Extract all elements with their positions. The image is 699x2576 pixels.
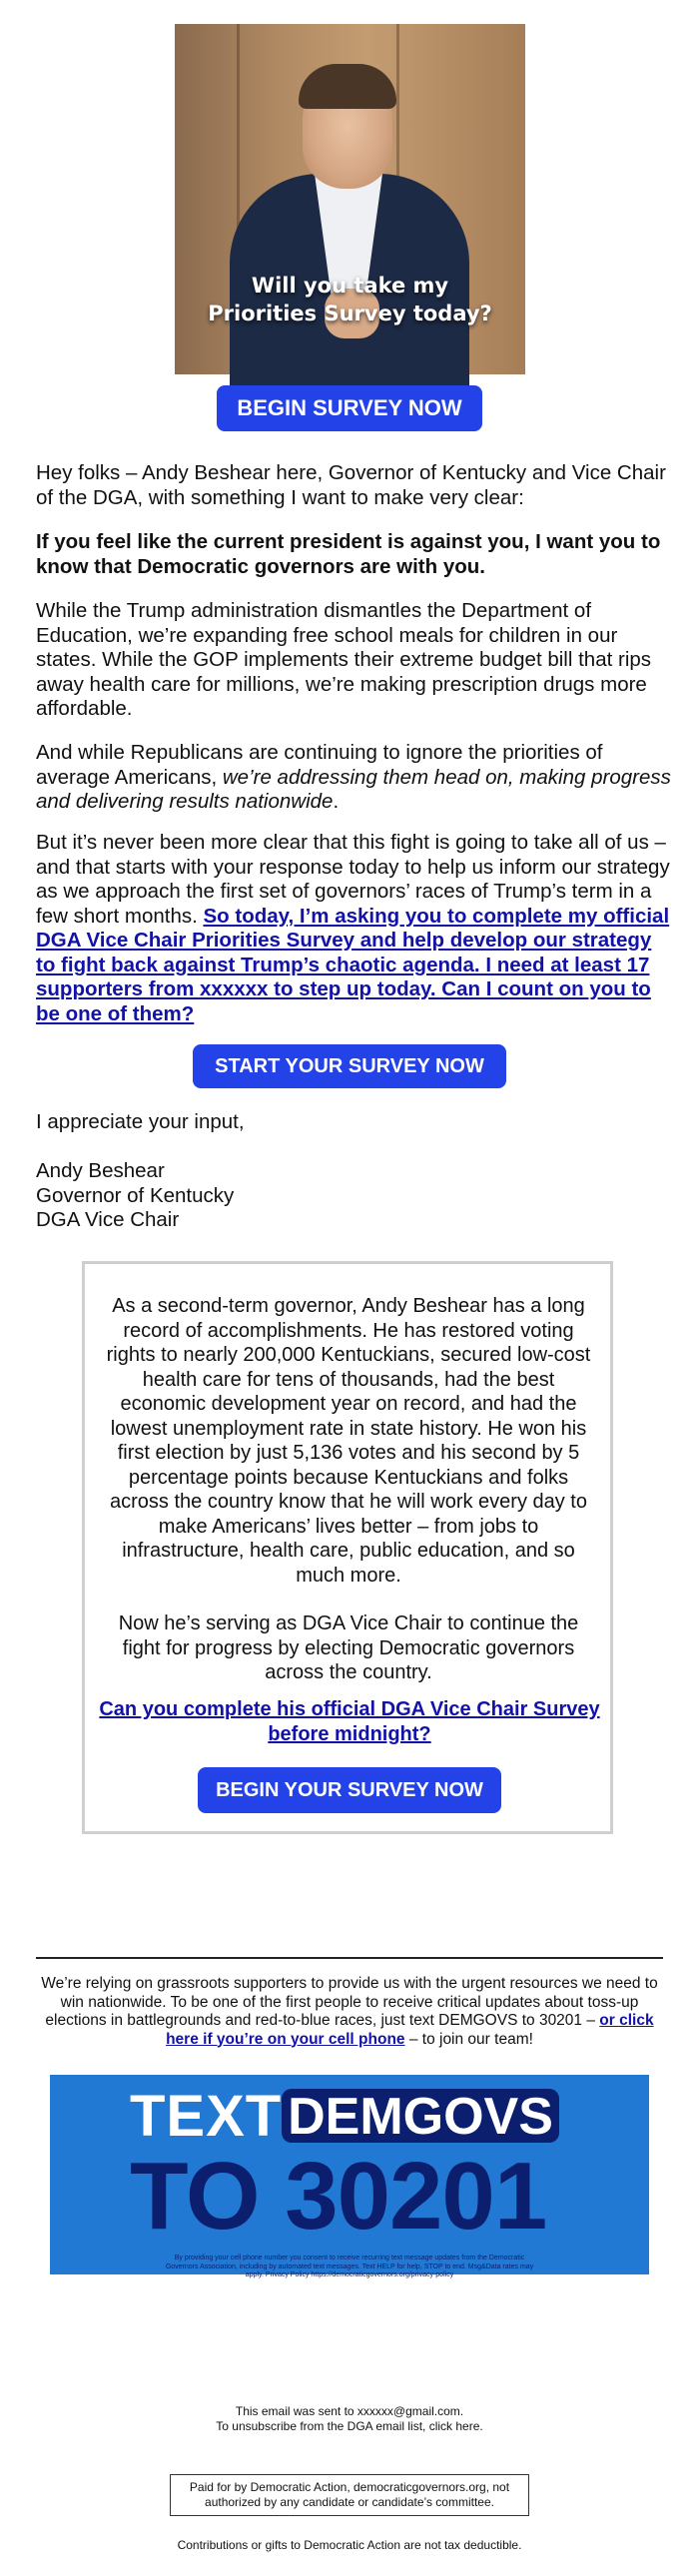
paid-for-disclaimer: Paid for by Democratic Action, democraticgovernors.org, not authorized by any candidate or candidate’s committee. (170, 2474, 529, 2516)
grassroots-paragraph (36, 1975, 663, 2049)
hero-caption-line2: Priorities Survey today? (208, 302, 492, 325)
begin-your-survey-button[interactable]: BEGIN YOUR SURVEY NOW (198, 1767, 501, 1813)
signature-name: Andy Beshear (36, 1159, 165, 1182)
trump-paragraph: While the Trump administration dismantles the Department of Education, we’re expanding free school meals for children in our states. While the GOP implements their extreme budget bill that rips away health care for millions, we’re making prescription drugs more affordable. (36, 599, 652, 720)
speaker-hair (299, 64, 396, 109)
hero-video-thumbnail[interactable] (175, 24, 525, 374)
republicans-paragraph (36, 741, 671, 815)
unsubscribe-link[interactable]: To unsubscribe from the DGA email list, click here. (216, 2419, 483, 2433)
sent-to-line: This email was sent to xxxxxx@gmail.com. (235, 2404, 464, 2418)
contributions-notice: Contributions or gifts to Democratic Action are not tax deductible. (177, 2538, 522, 2552)
bio-survey-link[interactable]: Can you complete his official DGA Vice Chair Survey before midnight? (99, 1698, 600, 1745)
grassroots-text: We’re relying on grassroots supporters to provide us with the urgent resources we need to win nationwide. To be one of the first people to receive critical updates about toss-up elections in battlegrounds and red-to-blue races, just text DEMGOVS to 30201 – (41, 1975, 658, 2029)
bio-survey-link-wrap (96, 1697, 603, 1746)
hero-caption (175, 272, 525, 327)
republicans-end: . (333, 790, 340, 813)
banner-keyword: DEMGOVS (288, 2088, 553, 2146)
republicans-text: And while Republicans are continuing to ignore the priorities of average Americans, (36, 741, 603, 789)
signature-title-governor: Governor of Kentucky (36, 1184, 235, 1207)
fight-text: But it’s never been more clear that this fight is going to take all of us – and that starts with your response today to help us inform our strategy as we approach the first set of governors’ races of Trump’s term in a few short months. (36, 831, 670, 928)
republicans-italic: we’re addressing them head on, making progress and delivering results nationwide (36, 765, 671, 813)
section-divider (36, 1957, 663, 1959)
banner-fine-print: By providing your cell phone number you consent to receive recurring text message updates from the Democratic Governors Association, including by automated text messages. Text HELP for help, STOP to end. Msg&Data rates may apply. Privacy Policy https://democraticgovernors.org/privacy-policy (165, 2254, 534, 2278)
survey-link[interactable]: So today, I’m asking you to complete my official DGA Vice Chair Priorities Survey and help develop our strategy to fight back against Trump’s chaotic agenda. I need at least 17 supporters from xxxxxx to step up today. Can I count on you to be one of them? (36, 904, 670, 1025)
bold-statement (36, 530, 671, 579)
hero-caption-line1: Will you take my (251, 274, 449, 298)
grassroots-tail: – to join our team! (404, 2030, 533, 2048)
fight-paragraph (36, 831, 671, 1026)
bio-paragraph: As a second-term governor, Andy Beshear has a long record of accomplishments. He has restored voting rights to nearly 200,000 Kentuckians, secured low-cost health care for tens of thousands, had the best economic development year on record, and had the lowest unemployment rate in state history. He won his first election by just 5,136 votes and his second by 5 percentage points because Kentuckians and folks across the country know that he will work every day to make Americans’ lives better – from jobs to infrastructure, health care, public education, and so much more. (106, 1295, 591, 1587)
bold-statement-text: If you feel like the current president is against you, I want you to know that Democratic governors are with you. (36, 530, 661, 578)
cell-phone-link[interactable]: or click here if you’re on your cell phone (166, 2012, 654, 2048)
start-survey-button[interactable]: START YOUR SURVEY NOW (193, 1044, 506, 1088)
text-demgovs-banner[interactable] (50, 2075, 649, 2278)
begin-survey-button[interactable]: BEGIN SURVEY NOW (217, 385, 482, 431)
intro-paragraph: Hey folks – Andy Beshear here, Governor of Kentucky and Vice Chair of the DGA, with something I want to make very clear: (36, 461, 666, 509)
banner-short-code: TO 30201 (130, 2143, 547, 2250)
closing-line: I appreciate your input, (36, 1110, 245, 1133)
vice-chair-paragraph: Now he’s serving as DGA Vice Chair to continue the fight for progress by electing Democratic governors across the country. (118, 1612, 579, 1683)
banner-text-word: TEXT (130, 2084, 283, 2149)
signature-title-vice-chair: DGA Vice Chair (36, 1208, 180, 1231)
